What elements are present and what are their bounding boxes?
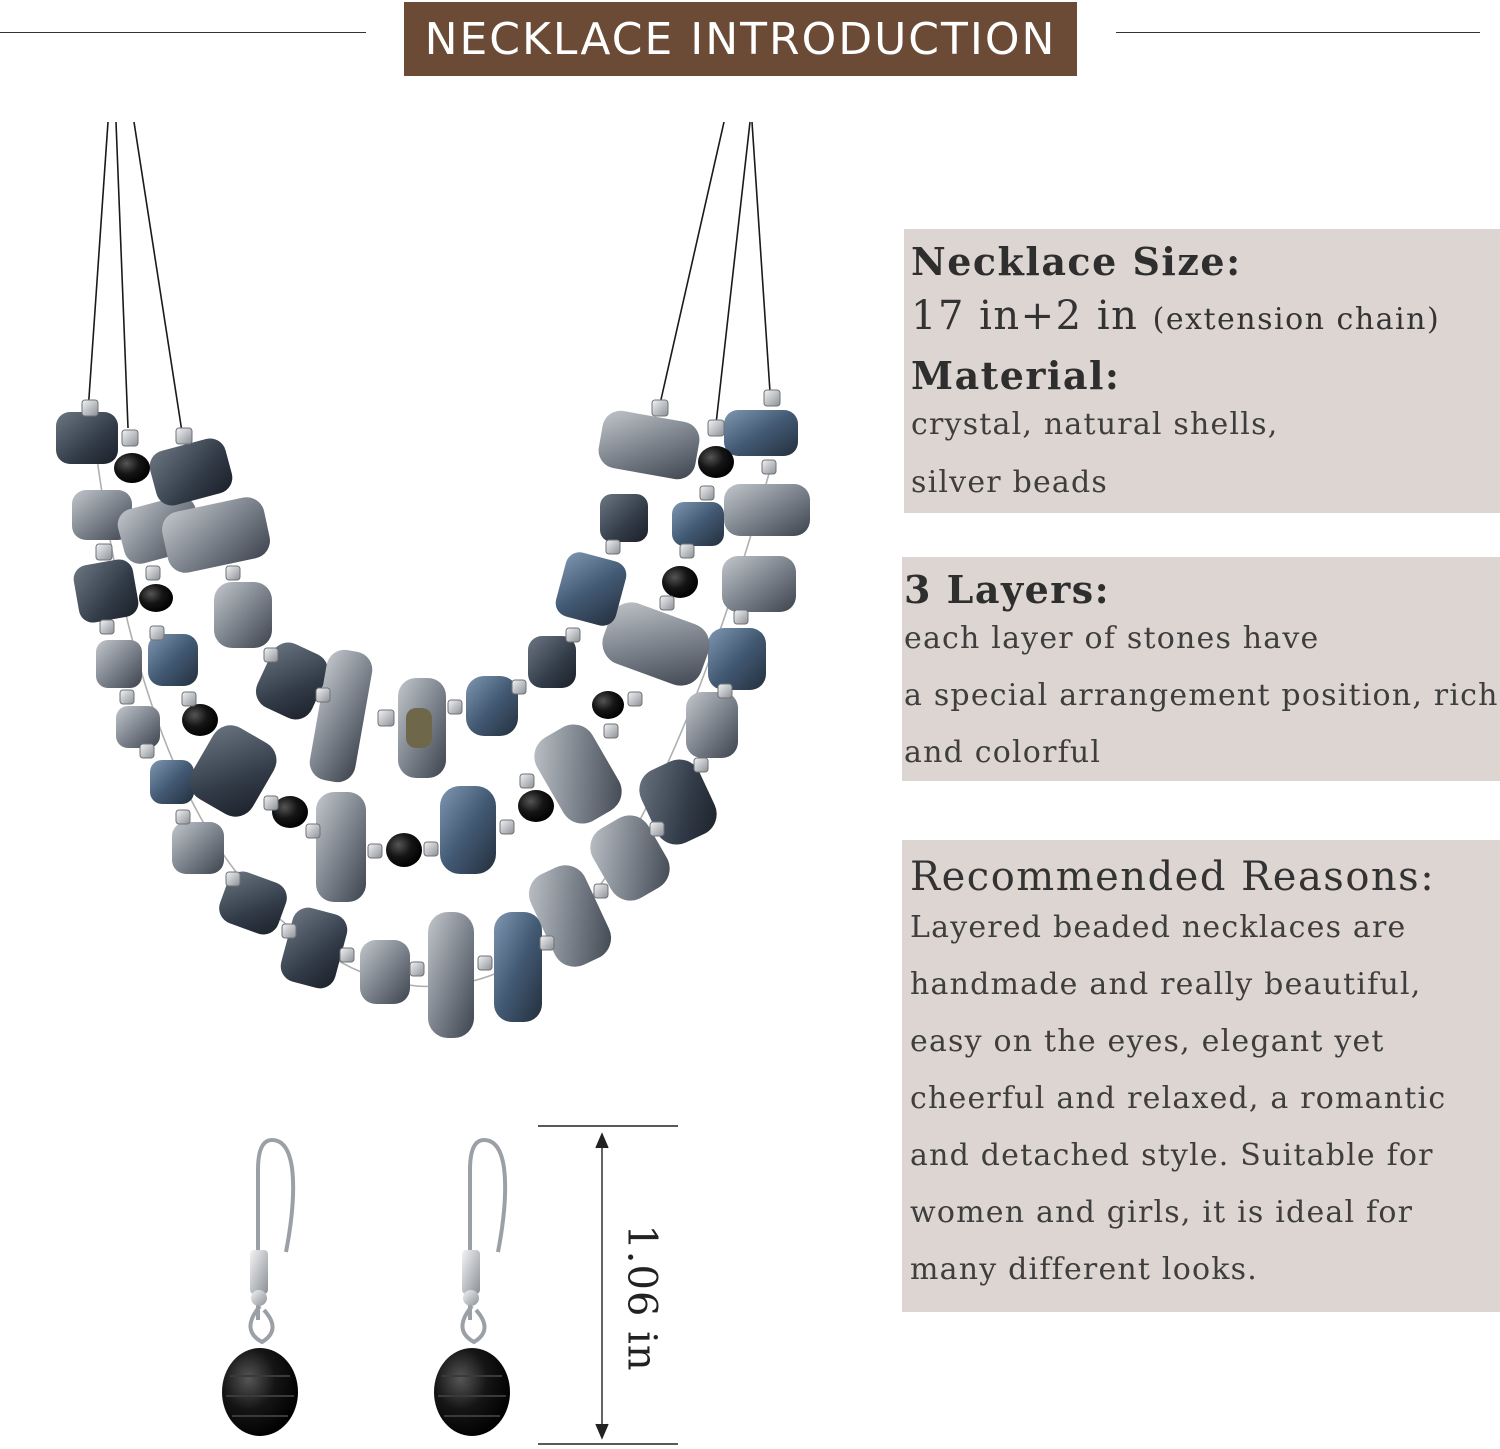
reasons-line-5: and detached style. Suitable for [910,1138,1434,1173]
reasons-heading: Recommended Reasons: [910,854,1436,900]
reasons-line-1: Layered beaded necklaces are [910,910,1407,945]
reasons-line-7: many different looks. [910,1252,1258,1287]
reasons-line-6: women and girls, it is ideal for [910,1195,1414,1230]
earring-length-label [612,1224,672,1372]
size-value-line [911,293,1440,339]
layers-heading: 3 Layers: [904,567,1111,612]
header-rule-right [1116,32,1480,33]
size-value: 17 in+2 in [911,293,1139,339]
size-material-panel [904,229,1500,513]
layers-line-1: each layer of stones have [904,621,1320,656]
layers-line-2: a special arrangement position, rich [904,678,1499,713]
reasons-line-4: cheerful and relaxed, a romantic [910,1081,1447,1116]
reasons-panel [902,840,1500,1312]
material-heading: Material: [911,353,1121,398]
material-line-2: silver beads [911,465,1109,500]
page-title: NECKLACE INTRODUCTION [424,13,1057,65]
layers-panel [902,557,1500,781]
reasons-line-2: handmade and really beautiful, [910,967,1422,1002]
reasons-line-3: easy on the eyes, elegant yet [910,1024,1385,1059]
earring-left [222,1140,298,1436]
size-heading: Necklace Size: [911,239,1242,284]
layers-line-3: and colorful [904,735,1102,770]
earring-right [434,1140,510,1436]
material-line-1: crystal, natural shells, [911,407,1279,442]
earring-length-text: 1.06 in [619,1224,665,1372]
size-note: (extension chain) [1152,302,1441,337]
